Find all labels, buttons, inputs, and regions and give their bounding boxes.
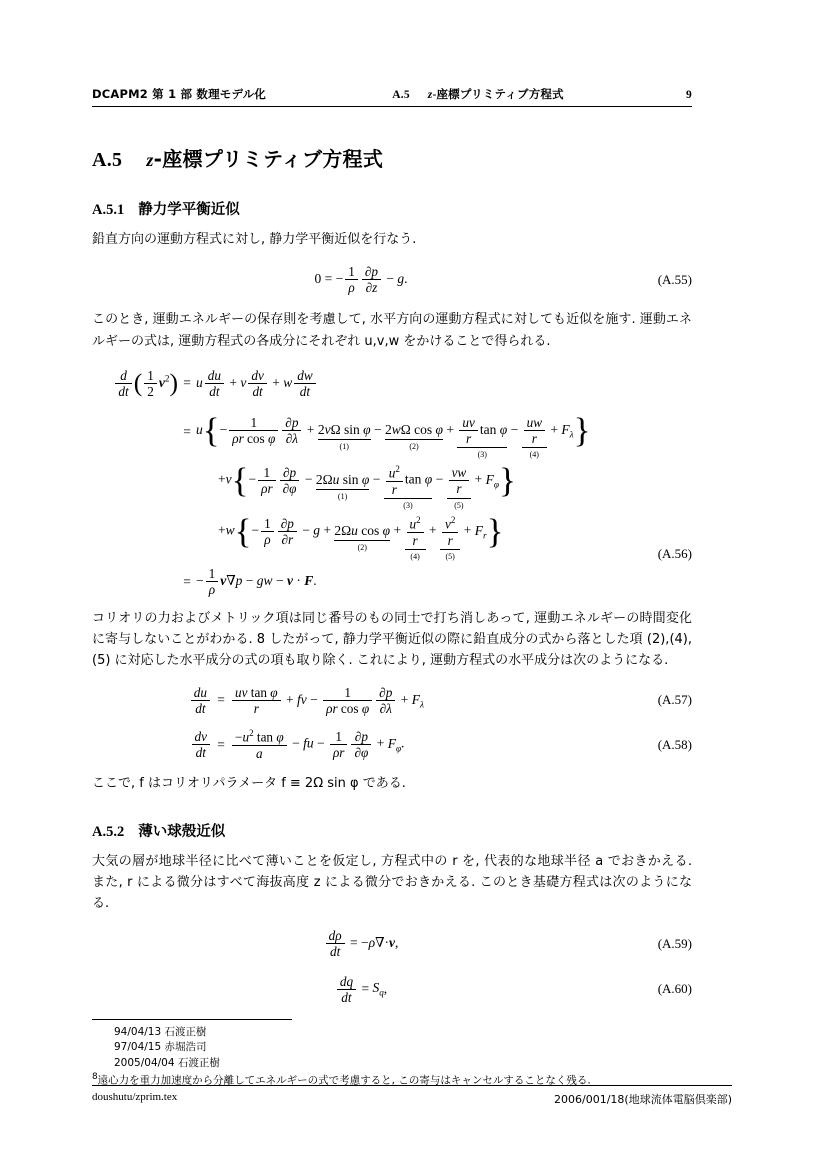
equation-A55-tag: (A.55) xyxy=(657,271,692,287)
footer-left: doushutu/zprim.tex xyxy=(92,1091,178,1103)
footer-right: 2006/001/18(地球流体電脳倶楽部) xyxy=(554,1093,732,1106)
equation-A60-tag: (A.60) xyxy=(657,981,692,997)
revision-line: 97/04/15 赤堀浩司 xyxy=(114,1041,207,1054)
paragraph-5: 大気の層が地球半径に比べて薄いことを仮定し, 方程式中の r を, 代表的な地球半径 a でおきかえる. また, r による微分はすべて海抜高度 z による微分でおきかえる. このとき基礎方程式は次のようになる. xyxy=(92,854,692,912)
under-label-4: (4) xyxy=(529,450,539,460)
page-content xyxy=(92,86,692,1088)
equation-A55 xyxy=(92,264,692,295)
paragraph-3-text: コリオリの力およびメトリック項は同じ番号のもの同士で打ち消しあって, 運動エネルギーの時間変化に寄与しないことがわかる. 8 したがって, 静力学平衡近似の際に鉛直成分の式から落とした項 (2),(4),(5) に対応した水平成分の式の項も取り除く. これにより, 運動方程式の水平成分は次のようになる. xyxy=(92,610,692,668)
subsection-number-1: A.5.1 xyxy=(92,202,125,218)
under-label-1: (1) xyxy=(339,441,349,451)
under-label-4b: (4) xyxy=(410,552,420,562)
under-label-5b: (5) xyxy=(445,552,455,562)
paragraph-2: このとき, 運動エネルギーの保存則を考慮して, 水平方向の運動方程式に対しても近似を施す. 運動エネルギーの式は, 運動方程式の各成分にそれぞれ u,v,w をかけることで得られる. xyxy=(92,312,692,349)
subsection-heading-2 xyxy=(92,820,692,841)
subsection-heading-1 xyxy=(92,198,692,219)
equation-A57-tag: (A.57) xyxy=(657,692,692,708)
revision-line: 94/04/13 石渡正樹 xyxy=(114,1026,207,1039)
equation-A56-body: $\frac{d}{dt}$ ( $\frac{1}{2}$ $v^2$) = u $\frac{du}{dt}$ + v $\frac{dv}{dt}$ + w $\frac{dw}{dt}$ = u{− $\frac{1}{\text{ρr cos φ}}$ $\frac{\partial p}{\partial\lambda}$ + 2vΩ sin φ (1) − 2wΩ cos φ (2) + $\frac{uv}{r}$ tan φ (3) − $\frac{uw}{r}$ (4) + $F_\lambda$} +v{− $\frac{1}{\rho r}$ $\frac{\partial p}{\partial\varphi}$ − 2Ωu sin φ (1) − $\frac{u^2}{r}$ tan φ (3) − $\frac{vw}{r}$ (5) + $F_\varphi$} +w{− $\frac{1}{\rho}$ $\frac{\partial p}{\partial r}$ − g + 2Ωu cos φ (2) + $\frac{u^2}{r}$ (4) + $\frac{v^2}{r}$ (5) + $F_r$} = − $\frac{1}{\rho}$ v∇p − gw − v · F. xyxy=(92,368,630,598)
revision-line: 2005/04/04 石渡正樹 xyxy=(114,1056,220,1069)
under-label-2: (2) xyxy=(409,441,419,451)
running-head xyxy=(92,86,692,107)
section-heading: A.5 z-座標プリミティブ方程式 xyxy=(92,147,384,171)
equation-A56-tag: (A.56) xyxy=(657,545,692,561)
under-label-1b: (1) xyxy=(337,491,348,501)
equation-group-A57-A58 xyxy=(92,685,692,761)
under-label-2b: (2) xyxy=(357,542,367,552)
paragraph-3 xyxy=(92,608,692,671)
equation-A58-body: $\frac{dv}{dt}$ = $\frac{-u^2 \tan \varphi}{a}$ − fu − $\frac{1}{\rho r}$ $\frac{\partial p}{\partial\varphi}$ + $F_\varphi$. xyxy=(92,728,630,761)
equation-A56 xyxy=(92,368,692,598)
equation-A58-tag: (A.58) xyxy=(657,736,692,752)
equation-A60 xyxy=(92,974,692,1005)
footnote-marker: 8 xyxy=(92,1071,98,1082)
page-number: 9 xyxy=(686,89,692,101)
page-footer xyxy=(92,1085,732,1107)
under-label-5: (5) xyxy=(454,500,464,510)
revision-history xyxy=(92,1025,692,1071)
footnote-text: 遠心力を重力加速度から分離してエネルギーの式で考慮すると, この寄与はキャンセルすることなく残る. xyxy=(97,1074,591,1087)
under-label-3b: (3) xyxy=(403,501,413,511)
equation-A55-body: 0 = − $\frac{1}{\rho}$ $\frac{\partial p}{\partial z}$ − g. xyxy=(314,264,408,296)
subsection-number-2: A.5.2 xyxy=(92,824,125,841)
paragraph-1: 鉛直方向の運動方程式に対し, 静力学平衡近似を行なう. xyxy=(92,232,417,247)
equation-A59 xyxy=(92,928,692,959)
footnote-rule xyxy=(92,1019,292,1020)
equation-A57-body: $\frac{du}{dt}$ = $\frac{\text{uv tan φ}}{r}$ + fv − $\frac{1}{\text{ρr cos φ}}$ $\frac{\partial p}{\partial\lambda}$ + $F_\lambda$ xyxy=(92,685,630,716)
section-number: A.5 xyxy=(92,149,123,171)
equation-A59-body: $\frac{d\rho}{dt}$ = −ρ∇·v, xyxy=(92,928,630,959)
equation-A60-body: $\frac{dq}{dt}$ = $S_q$, xyxy=(92,974,630,1005)
running-head-center: A.5 z-座標プリミティブ方程式 xyxy=(392,87,564,101)
paragraph-4: ここで, f はコリオリパラメータ f ≡ 2Ω sin φ である. xyxy=(92,776,406,791)
under-label-3: (3) xyxy=(477,450,487,460)
subsection-title-2: 薄い球殻近似 xyxy=(138,824,226,841)
equation-A59-tag: (A.59) xyxy=(657,935,692,951)
running-head-left: DCAPM2 第 1 部 数理モデル化 xyxy=(92,87,267,101)
subsection-title-1: 静力学平衡近似 xyxy=(138,202,240,218)
